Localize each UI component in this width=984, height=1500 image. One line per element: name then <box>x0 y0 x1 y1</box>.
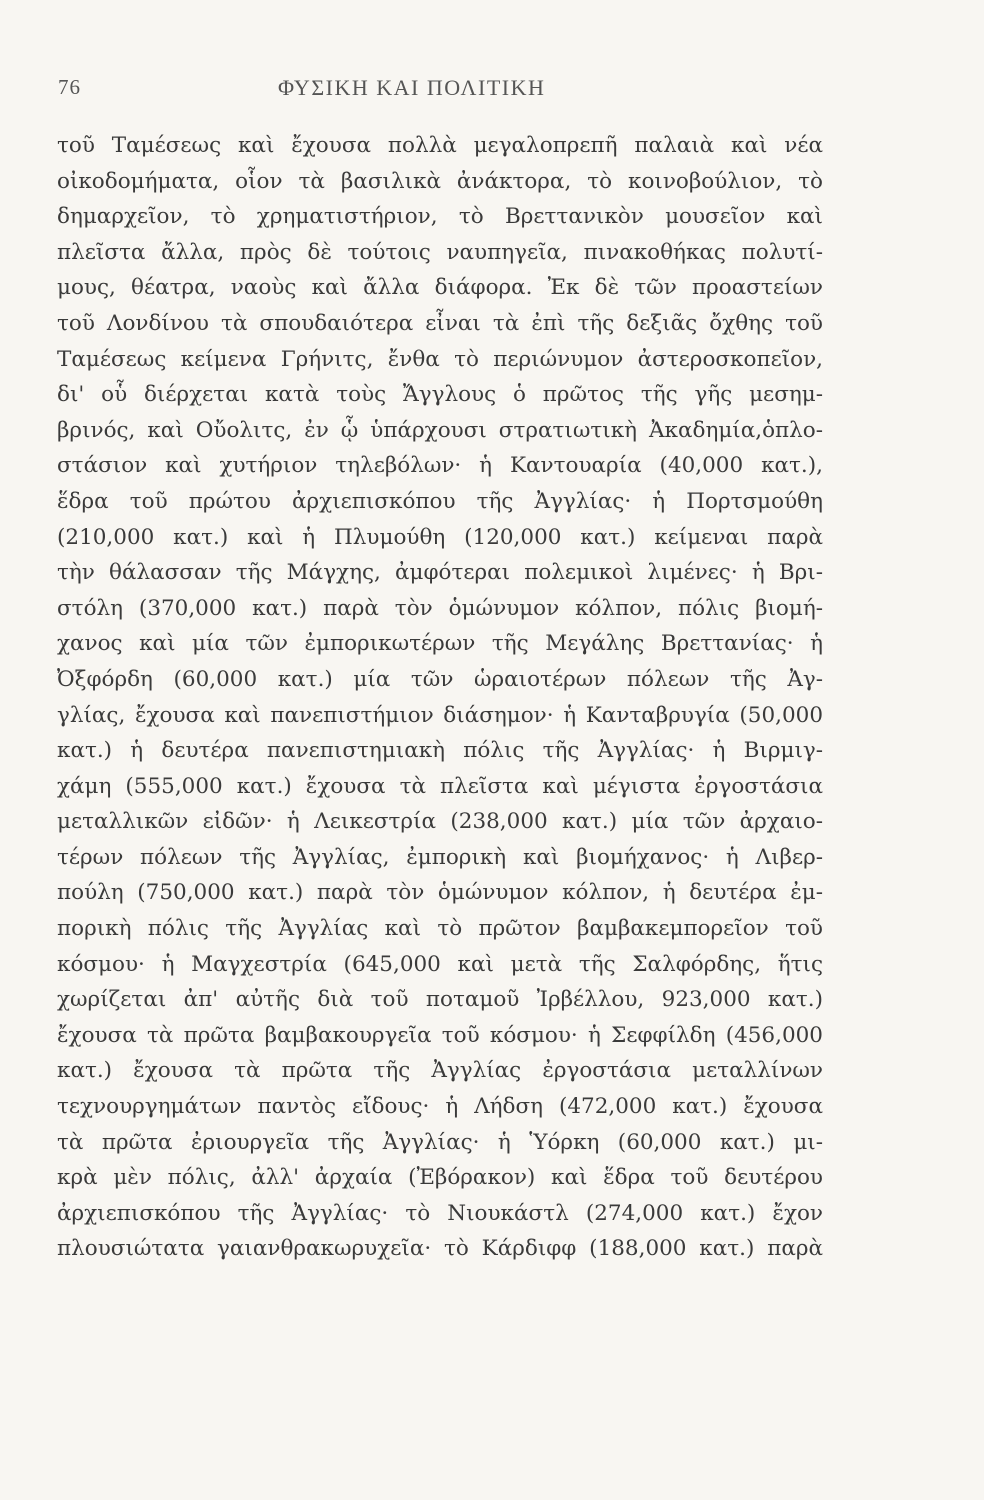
text-line: πλουσιώτατα γαιανθρακωρυχεῖα· τὸ Κάρδιφφ (188,000 κατ.) παρὰ <box>57 1236 823 1262</box>
text-line: μους, θέατρα, ναοὺς καὶ ἄλλα διάφορα. Ἐκ δὲ τῶν προαστείων <box>57 275 823 301</box>
text-line: χανος καὶ μία τῶν ἐμπορικωτέρων τῆς Μεγάλης Βρεττανίας· ἡ <box>57 631 823 657</box>
page-number: 76 <box>58 75 81 99</box>
text-line: πλεῖστα ἄλλα, πρὸς δὲ τούτοις ναυπηγεῖα, πινακοθήκας πολυτί- <box>57 239 823 265</box>
text-line: δημαρχεῖον, τὸ χρηματιστήριον, τὸ Βρεττανικὸν μουσεῖον καὶ <box>57 204 823 230</box>
text-line: ἕδρα τοῦ πρώτου ἀρχιεπισκόπου τῆς Ἀγγλίας· ἡ Πορτσμούθη <box>57 488 823 514</box>
text-line: οἰκοδομήματα, οἷον τὰ βασιλικὰ ἀνάκτορα, τὸ κοινοβούλιον, τὸ <box>57 168 823 194</box>
text-line: τεχνουργημάτων παντὸς εἴδους· ἡ Λήδση (472,000 κατ.) ἔχουσα <box>57 1094 823 1120</box>
text-line: (210,000 κατ.) καὶ ἡ Πλυμούθη (120,000 κατ.) κείμεναι παρὰ <box>57 524 823 550</box>
text-line: πορικὴ πόλις τῆς Ἀγγλίας καὶ τὸ πρῶτον βαμβακεμπορεῖον τοῦ <box>57 916 823 942</box>
text-line: τὴν θάλασσαν τῆς Μάγχης, ἀμφότεραι πολεμικοὶ λιμένες· ἡ Βρι- <box>57 560 823 586</box>
text-line: χωρίζεται ἀπ' αὐτῆς διὰ τοῦ ποταμοῦ Ἰρβέλλου, 923,000 κατ.) <box>57 987 823 1013</box>
body-text <box>57 128 823 1267</box>
text-line: βρινός, καὶ Οὔολιτς, ἐν ᾧ ὑπάρχουσι στρατιωτικὴ Ἀκαδημία,ὁπλο- <box>57 417 823 443</box>
text-line: κρὰ μὲν πόλις, ἀλλ' ἀρχαία (Ἐβόρακον) καὶ ἕδρα τοῦ δευτέρου <box>57 1165 823 1191</box>
text-line: τέρων πόλεων τῆς Ἀγγλίας, ἐμπορικὴ καὶ βιομήχανος· ἡ Λιβερ- <box>57 844 823 870</box>
text-line: Ταμέσεως κείμενα Γρήνιτς, ἔνθα τὸ περιώνυμον ἀστεροσκοπεῖον, <box>57 346 823 372</box>
text-line: στόλη (370,000 κατ.) παρὰ τὸν ὁμώνυμον κόλπον, πόλις βιομή- <box>57 595 823 621</box>
text-line: κατ.) ἡ δευτέρα πανεπιστημιακὴ πόλις τῆς Ἀγγλίας· ἡ Βιρμιγ- <box>57 738 823 764</box>
text-line: μεταλλικῶν εἰδῶν· ἡ Λεικεστρία (238,000 κατ.) μία τῶν ἀρχαιο- <box>57 809 823 835</box>
text-line: τὰ πρῶτα ἐριουργεῖα τῆς Ἀγγλίας· ἡ Ὑόρκη (60,000 κατ.) μι- <box>57 1129 823 1155</box>
text-line: Ὀξφόρδη (60,000 κατ.) μία τῶν ὡραιοτέρων πόλεων τῆς Ἀγ- <box>57 666 823 692</box>
text-line: δι' οὗ διέρχεται κατὰ τοὺς Ἄγγλους ὁ πρῶτος τῆς γῆς μεσημ- <box>57 382 823 408</box>
text-line: ἔχουσα τὰ πρῶτα βαμβακουργεῖα τοῦ κόσμου· ἡ Σεφφίλδη (456,000 <box>57 1022 823 1048</box>
text-line: ἀρχιεπισκόπου τῆς Ἀγγλίας· τὸ Νιουκάστλ (274,000 κατ.) ἔχον <box>57 1200 823 1226</box>
text-line: χάμη (555,000 κατ.) ἔχουσα τὰ πλεῖστα καὶ μέγιστα ἐργοστάσια <box>57 773 823 799</box>
text-line: τοῦ Λονδίνου τὰ σπουδαιότερα εἶναι τὰ ἐπὶ τῆς δεξιᾶς ὄχθης τοῦ <box>57 310 823 336</box>
running-title: ΦΥΣΙΚΗ ΚΑΙ ΠΟΛΙΤΙΚΗ <box>278 75 546 100</box>
text-line: στάσιον καὶ χυτήριον τηλεβόλων· ἡ Καντουαρία (40,000 κατ.), <box>57 453 823 479</box>
text-line: κόσμου· ἡ Μαγχεστρία (645,000 καὶ μετὰ τῆς Σαλφόρδης, ἥτις <box>57 951 823 977</box>
text-line: κατ.) ἔχουσα τὰ πρῶτα τῆς Ἀγγλίας ἐργοστάσια μεταλλίνων <box>57 1058 823 1084</box>
running-head <box>58 75 828 111</box>
text-line: γλίας, ἔχουσα καὶ πανεπιστήμιον διάσημον· ἡ Κανταβρυγία (50,000 <box>57 702 823 728</box>
text-line: πούλη (750,000 κατ.) παρὰ τὸν ὁμώνυμον κόλπον, ἡ δευτέρα ἐμ- <box>57 880 823 906</box>
text-line: τοῦ Ταμέσεως καὶ ἔχουσα πολλὰ μεγαλοπρεπῆ παλαιὰ καὶ νέα <box>57 133 823 158</box>
